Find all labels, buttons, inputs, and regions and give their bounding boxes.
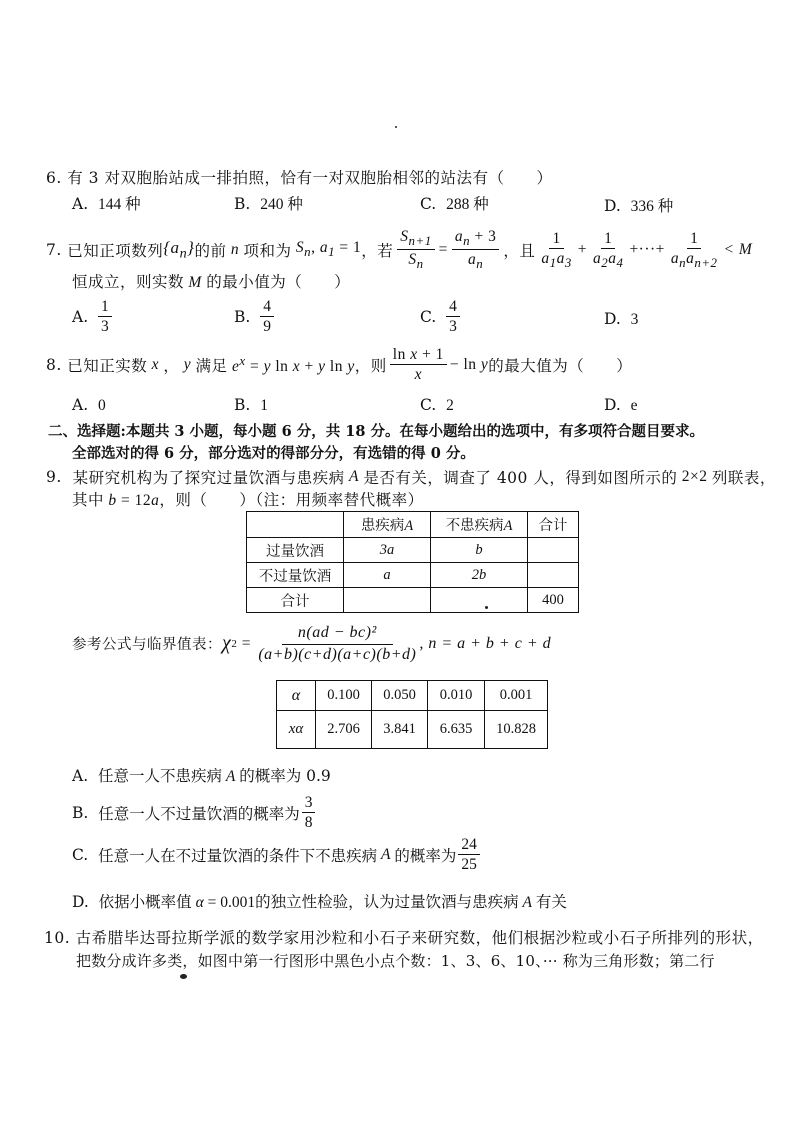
table-cell: 3a [344, 538, 431, 563]
table-cell: a [344, 563, 431, 588]
q9-option-c: C. 任意一人在不过量饮酒的条件下不患疾病 A 的概率为 $\frac{24}{25}$ [72, 836, 480, 873]
table-cell [431, 588, 528, 613]
q8-option-b: B. 1 [234, 396, 268, 414]
q7-stem-line2: 恒成立，则实数 M 的最小值为（ ） [72, 273, 351, 291]
q7-stem: 7. 已知正项数列 $\{a_n\}$ 的前 n 项和为 $S_n$, $a_1 = 1$ ，若 $\frac{S_{n+1}}{S_n}$ = $\frac{a_n + 3}{a_n}$ ，且 $\frac{1}{a_1a_3}$ + $\frac{1}{a_2a_4}$ +···+ $\frac{1}{a_na_{n+2}}$ < M [46, 228, 753, 272]
scan-speck [395, 126, 397, 128]
q9-stem-line2: 其中 b = 12a，则（ ）（注：用频率替代概率） [72, 491, 424, 509]
table-header-empty [247, 512, 344, 538]
crit-cell: 0.001 [485, 681, 548, 711]
table-cell [528, 538, 579, 563]
q9-option-d: D. 依据小概率值 α = 0.001的独立性检验，认为过量饮酒与患疾病 A 有关 [72, 893, 567, 911]
q6-option-c: C. 288 种 [420, 195, 489, 213]
table-row-label: 合计 [247, 588, 344, 613]
contingency-table [246, 511, 579, 613]
crit-cell: 2.706 [316, 711, 372, 749]
section2-header: 二、选择题:本题共 3 小题，每小题 6 分，共 18 分。在每小题给出的选项中，有多项符合题目要求。 [48, 423, 704, 440]
table-header-no-disease: 不患疾病A [431, 512, 528, 538]
crit-cell: 0.050 [372, 681, 428, 711]
q6-stem-text: 有 3 对双胞胎站成一排拍照，恰有一对双胞胎相邻的站法有（ ） [67, 169, 553, 187]
q6-option-d: D. 336 种 [604, 197, 674, 215]
table-row-label: 过量饮酒 [247, 538, 344, 563]
q7-option-b: B. $\frac{4}{9}$ [234, 298, 274, 335]
table-cell: 2b [431, 563, 528, 588]
q7-number: 7. [46, 240, 62, 259]
table-cell: 400 [528, 588, 579, 613]
q10-number: 10. [44, 929, 71, 947]
q9-number: 9. [46, 468, 62, 486]
section2-instructions: 全部选对的得 6 分，部分选对的得部分分，有选错的得 0 分。 [72, 445, 475, 462]
table-cell [344, 588, 431, 613]
q7-option-d: D. 3 [604, 310, 639, 328]
q6-number: 6. [46, 169, 62, 187]
scan-speck [485, 606, 488, 609]
table-cell [528, 563, 579, 588]
crit-cell: 10.828 [485, 711, 548, 749]
q6-option-a: A. 144 种 [72, 195, 141, 213]
q7-option-c: C. $\frac{4}{3}$ [420, 298, 460, 335]
critical-value-table [276, 680, 548, 749]
q9-option-a: A. 任意一人不患疾病 A 的概率为 0.9 [72, 767, 331, 785]
q9-formula: 参考公式与临界值表： χ 2 = $\frac{\text{n(ad − bc)²}}{(a+b)(c+d)(a+c)(b+d)}$ , n = a + b + c + d [72, 624, 552, 663]
q7-option-a: A. $\frac{1}{3}$ [72, 298, 112, 335]
q8-option-c: C. 2 [420, 396, 454, 414]
crit-row-alpha-label: α [277, 681, 316, 711]
q6-option-b: B. 240 种 [234, 195, 303, 213]
crit-row-x-label: xα [277, 711, 316, 749]
crit-cell: 3.841 [372, 711, 428, 749]
q9-stem: 9. 某研究机构为了探究过量饮酒与患疾病 A 是否有关，调查了 400 人，得到如图所示的 2×2 列联表， [46, 468, 776, 487]
q10-stem-line2: 把数分成许多类，如图中第一行图形中黑色小点个数：1、3、6、10、··· 称为三角形数；第二行 [76, 952, 715, 970]
table-header-total: 合计 [528, 512, 579, 538]
q10-stem: 10. 古希腊毕达哥拉斯学派的数学家用沙粒和小石子来研究数，他们根据沙粒或小石子所排列的形状， [44, 929, 764, 947]
table-cell: b [431, 538, 528, 563]
crit-cell: 6.635 [428, 711, 485, 749]
table-header-disease: 患疾病A [344, 512, 431, 538]
crit-cell: 0.100 [316, 681, 372, 711]
q8-option-d: D. e [604, 396, 638, 414]
q8-option-a: A. 0 [72, 396, 106, 414]
table-row-label: 不过量饮酒 [247, 563, 344, 588]
scan-speck [180, 974, 187, 979]
crit-cell: 0.010 [428, 681, 485, 711]
q9-option-b: B. 任意一人不过量饮酒的概率为 $\frac{3}{8}$ [72, 794, 315, 831]
q6-stem [46, 166, 552, 188]
q8-number: 8. [46, 355, 62, 374]
q8-stem: 8. 已知正实数 x ， y 满足 $e^x = y$ ln x + y ln y ，则 $\frac{\text{ln x + 1}}{x}$ − ln y 的最大值为（ ） [46, 346, 633, 384]
